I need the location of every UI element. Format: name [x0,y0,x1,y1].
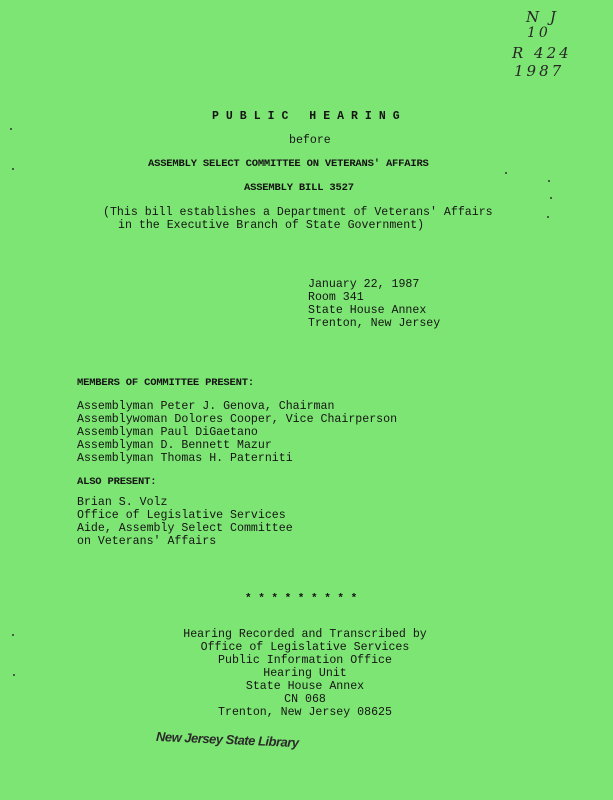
footer-line: Trenton, New Jersey 08625 [218,706,392,719]
scan-speck [548,180,550,182]
member-item: Assemblywoman Dolores Cooper, Vice Chairperson [77,413,398,426]
member-item: Assemblyman Paul DiGaetano [77,426,258,439]
scan-speck [550,197,552,199]
member-item: Assemblyman D. Bennett Mazur [77,439,272,452]
before-label: before [289,134,331,147]
hearing-room: Room 341 [308,291,364,304]
scan-speck [505,172,507,174]
also-present-line: Brian S. Volz [77,496,168,509]
bill-number: ASSEMBLY BILL 3527 [244,182,354,194]
scan-speck [12,634,14,636]
scan-speck [13,674,15,676]
member-item: Assemblyman Peter J. Genova, Chairman [77,400,335,413]
handwritten-line-1: N J [526,8,559,26]
page-title: PUBLIC HEARING [212,110,407,123]
members-heading: MEMBERS OF COMMITTEE PRESENT: [77,377,254,389]
bill-description-1: (This bill establishes a Department of Veterans' Affairs [103,206,493,219]
handwritten-line-2: 10 [527,25,551,41]
footer-line: Office of Legislative Services [200,641,410,654]
bill-description-2: in the Executive Branch of State Government) [118,219,425,232]
committee-name: ASSEMBLY SELECT COMMITTEE ON VETERANS' AFFAIRS [148,158,429,170]
footer-line: CN 068 [284,693,326,706]
scan-speck [12,168,14,170]
separator-stars: * * * * * * * * * [245,593,358,605]
handwritten-line-4: 1987 [514,62,565,80]
also-present-heading: ALSO PRESENT: [77,476,157,488]
also-present-line: Office of Legislative Services [77,509,286,522]
footer-line: State House Annex [245,680,365,693]
footer-line: Public Information Office [218,654,392,667]
hearing-building: State House Annex [308,304,427,317]
scan-speck [10,128,12,130]
also-present-line: on Veterans' Affairs [77,535,217,548]
footer-line: Hearing Recorded and Transcribed by [183,628,427,641]
also-present-line: Aide, Assembly Select Committee [77,522,293,535]
scan-speck [547,216,549,218]
hearing-city: Trenton, New Jersey [308,317,441,330]
handwritten-line-3: R 424 [512,44,572,62]
footer-line: Hearing Unit [263,667,347,680]
hearing-date: January 22, 1987 [308,278,420,291]
member-item: Assemblyman Thomas H. Paterniti [77,452,293,465]
library-stamp: New Jersey State Library [155,728,299,751]
